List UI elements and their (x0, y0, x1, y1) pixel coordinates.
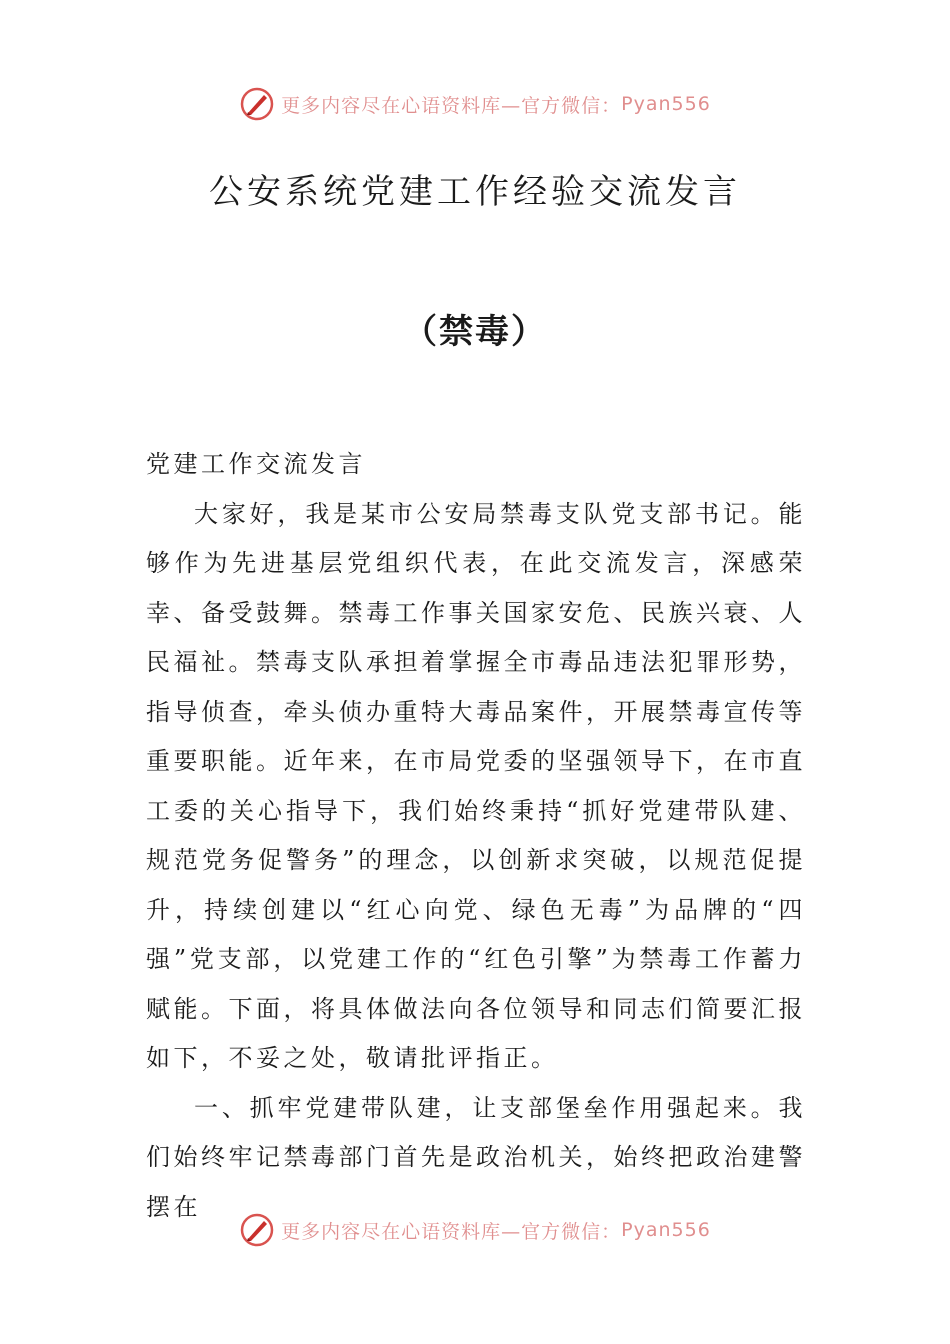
watermark-footer (0, 1210, 950, 1250)
quill-logo-icon (239, 86, 275, 122)
watermark-text: 更多内容尽在心语资料库—官方微信： (281, 94, 622, 117)
quill-logo-icon (239, 1212, 275, 1248)
watermark-wechat-id: Pyan556 (621, 93, 711, 115)
paragraph-1: 大家好，我是某市公安局禁毒支队党支部书记。能够作为先进基层党组织代表，在此交流发言，深感荣幸、备受鼓舞。禁毒工作事关国家安危、民族兴衰、人民福祉。禁毒支队承担着掌握全市毒品违法犯罪形势，指导侦查，牵头侦办重特大毒品案件，开展禁毒宣传等重要职能。近年来，在市局党委的坚强领导下，在市直工委的关心指导下，我们始终秉持“抓好党建带队建、规范党务促警务”的理念，以创新求突破，以规范促提升，持续创建以“红心向党、绿色无毒”为品牌的“四强”党支部，以党建工作的“红色引擎”为禁毒工作蓄力赋能。下面，将具体做法向各位领导和同志们简要汇报如下，不妥之处，敬请批评指正。 (146, 499, 806, 1072)
document-title: 公安系统党建工作经验交流发言 (209, 172, 741, 212)
watermark-wechat-id: Pyan556 (621, 1219, 711, 1241)
watermark-header (0, 84, 950, 124)
paragraph-2: 一、抓牢党建带队建，让支部堡垒作用强起来。我们始终牢记禁毒部门首先是政治机关，始终把政治建警摆在 (146, 1093, 806, 1221)
watermark-text: 更多内容尽在心语资料库—官方微信： (281, 1220, 622, 1243)
document-body (146, 440, 806, 1232)
document-subtitle: （禁毒） (403, 312, 547, 352)
section-label: 党建工作交流发言 (146, 450, 366, 478)
